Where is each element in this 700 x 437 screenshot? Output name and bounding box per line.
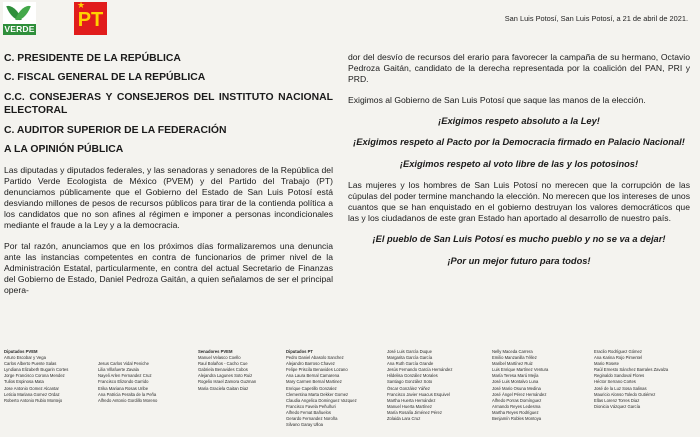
heading: C. PRESIDENTE DE LA REPÚBLICA bbox=[4, 53, 181, 64]
signature-name: Alejandra Lagunes Soto Ruiz bbox=[198, 373, 253, 379]
signature-name: Rogelio Israel Zamora Guzman bbox=[198, 379, 257, 385]
signature-column bbox=[492, 349, 548, 422]
signature-column bbox=[98, 349, 157, 404]
signature-name: Nelly Maceda Carrera bbox=[492, 349, 533, 354]
verde-logo-text: VERDE bbox=[4, 24, 35, 34]
signature-name: Roberto Antonio Rubio Montejo bbox=[4, 397, 63, 403]
signature-name: José Luis Montalvo Luna bbox=[492, 379, 539, 385]
signature-name: Alfredo Antonio Gordillo Moreno bbox=[98, 397, 158, 403]
signature-name: Francisco Javier Huacus Esquivel bbox=[387, 391, 450, 397]
signature-column bbox=[594, 349, 668, 410]
signature-name: Ana Ruth García Grande bbox=[387, 361, 434, 367]
heading: C. AUDITOR SUPERIOR DE LA FEDERACIÓN bbox=[4, 124, 227, 136]
signature-name: Clementina Marta Dekker Gomez bbox=[286, 391, 349, 397]
signature-name: Francisco Favela Peñuñuri bbox=[286, 403, 336, 409]
signature-name: María Rosalía Jiménez Pérez bbox=[387, 409, 442, 415]
signature-name: Maria Graciela Gaitan Diaz bbox=[198, 385, 249, 391]
signature-name: Luis Enrique Martínez Ventura bbox=[492, 367, 549, 373]
signature-name: Carlos Alberto Puente Salas bbox=[4, 361, 57, 367]
signature-name: Hildelisa González Morales bbox=[387, 373, 438, 379]
signature-name: Gabriela Benavides Cobos bbox=[198, 367, 248, 373]
left-column bbox=[4, 52, 333, 305]
heading: C.C. CONSEJERAS Y CONSEJEROS DEL INSTITUTO NACIONAL ELECTORAL bbox=[4, 91, 333, 117]
signature-name: Héctor Serrano Cortes bbox=[594, 379, 636, 385]
dateline: San Luis Potosí, San Luis Potosí, a 21 de abril de 2021. bbox=[504, 14, 688, 23]
signature-name: Claudia Angelica Dominguez Vazquez bbox=[286, 397, 357, 403]
signature-name: Lyndiana Elizabeth Bugarin Cortes bbox=[4, 367, 69, 373]
slogan: ¡Por un mejor futuro para todos! bbox=[447, 255, 591, 266]
paragraph: Las diputadas y diputados federales, y las senadoras y senadores de la República del Partido Verde Ecologista de México (PVEM) y del Partido del Trabajo (PT) denunciamos públicamente que el Gobierno del Estado de San Luis Potosí está desviando millones de pesos de recursos públicos para tirar de la contienda política a los candidatos que no son afines al régimen e imponer a personas incondicionales mediante el fraude a la Ley y a la democracia. bbox=[4, 165, 333, 230]
signature-name: Alfredo Femat Bañuelos bbox=[286, 409, 331, 415]
signature-name: Raúl Ernesto Sánchez Barrales Zavalza bbox=[594, 367, 669, 373]
signature-column bbox=[198, 349, 256, 392]
pvem-logo bbox=[3, 2, 36, 35]
signature-name: Silvano Garay Ulloa bbox=[286, 422, 324, 428]
right-column bbox=[348, 52, 690, 277]
slogan: ¡Exigimos respeto al Pacto por la Democracia firmado en Palacio Nacional! bbox=[353, 137, 685, 148]
pt-logo-text: PT bbox=[77, 9, 104, 31]
signature-name: Alfredo Porras Domínguez bbox=[492, 397, 542, 403]
paragraph: Las mujeres y los hombres de San Luis Potosí no merecen que la corrupción de las cúpulas del poder termine manchando la elección. No merecen que los intereses de unos cuantos que se han enquistado en el gobierno destruyan los valores democráticos que las y los ciudadanos de este gran Estado han aportado al desarrollo de nuestro país. bbox=[348, 180, 690, 224]
signature-column bbox=[286, 349, 357, 428]
signature-name: Francisco Elizondo Garrido bbox=[98, 379, 149, 385]
signature-heading: Diputados PVEM bbox=[4, 349, 38, 354]
signature-name: Alejandro Barroso Chavez bbox=[286, 361, 335, 367]
signature-name: Jesús Fernando García Hernández bbox=[387, 367, 453, 373]
signature-name: Enrique Capetillo Gonzalez bbox=[286, 385, 337, 391]
signature-block bbox=[0, 349, 700, 437]
paragraph: Por tal razón, anunciamos que en los próximos días formalizaremos una denuncia ante las instancias competentes en contra de funcionarios de primer nivel de la Administración Estatal, particularmente, en contra del actual Secretario de Finanzas del Gobierno de Estado, Daniel Pedroza Gaitán, a quien señalamos de ser el principal opera- bbox=[4, 240, 333, 295]
signature-name: Mauricio Alonso Toledo Gutiérrez bbox=[594, 391, 656, 397]
signature-name: Felipe Priscila Benavides Lozano bbox=[286, 367, 348, 373]
signature-name: Leticia Mariana Gomez Ordaz bbox=[4, 391, 60, 397]
signature-name: Armando Reyes Ledesma bbox=[492, 403, 541, 409]
signature-name: Martha Huerta Hernández bbox=[387, 397, 436, 403]
signature-name: Ana Patricia Peralta de la Peña bbox=[98, 391, 157, 397]
signature-name: Margarita García García bbox=[387, 355, 433, 361]
leaf-icon bbox=[15, 3, 31, 23]
signature-name: Maribel Martínez Ruiz bbox=[492, 361, 533, 367]
signature-name: José Luis García Duque bbox=[387, 349, 432, 354]
star-icon: ★ bbox=[77, 0, 86, 10]
signature-name: Erika Mariana Rosas Uribe bbox=[98, 385, 149, 391]
signature-name: Gerardo Fernandez Noroña bbox=[286, 416, 338, 422]
heading: C. FISCAL GENERAL DE LA REPÚBLICA bbox=[4, 72, 206, 84]
signature-name: María Teresa Marú Mejía bbox=[492, 373, 539, 379]
signature-column bbox=[4, 349, 68, 404]
signature-name: José de la Luz Sosa Salinas bbox=[594, 385, 647, 391]
signature-name: Jose Antonio Gomez Alcantar bbox=[4, 385, 59, 391]
signature-name: Ana Laura Bernal Camarena bbox=[286, 373, 340, 379]
signature-name: Dionicia Vázquez García bbox=[594, 403, 641, 409]
pt-logo bbox=[74, 2, 107, 35]
signature-name: Tulios Espinosa Mata bbox=[4, 379, 44, 385]
slogan: ¡El pueblo de San Luis Potosí es mucho pueblo y no se va a dejar! bbox=[372, 234, 666, 245]
signature-name: Benjamín Robles Montoya bbox=[492, 416, 542, 422]
signature-name: Manuel Huerta Martínez bbox=[387, 403, 432, 409]
slogan: ¡Exigimos respeto al voto libre de las y los potosinos! bbox=[399, 158, 639, 169]
signature-name: Jesus Carlos Vidal Peniche bbox=[98, 361, 149, 367]
signature-name: Zolaida Lara Cruz bbox=[387, 416, 421, 422]
signature-name: José Ángel Pérez Hernández bbox=[492, 391, 547, 397]
signature-name: Manuel Velasco Coello bbox=[198, 355, 241, 361]
signature-name: Reginaldo Sandoval Flores bbox=[594, 373, 645, 379]
signature-heading: Senadores PVEM bbox=[198, 349, 233, 354]
signature-heading: Diputados PT bbox=[286, 349, 313, 354]
signature-column bbox=[387, 349, 452, 422]
signature-name: Ana Karina Rojo Pimentel bbox=[594, 355, 642, 361]
signature-name: Eraclio Rodríguez Gómez bbox=[594, 349, 642, 354]
paragraph: Exigimos al Gobierno de San Luis Potosí que saque las manos de la elección. bbox=[348, 94, 646, 105]
signature-name: Emilio Manzanilla Téllez bbox=[492, 355, 537, 361]
paragraph: dor del desvío de recursos del erario para favorecer la campaña de su hermano, Octavio Pedroza Gaitán, candidato de la derecha representada por la coalición del PAN, PRI y PRD. bbox=[348, 52, 690, 84]
signature-name: Pedro Daniel Abasolo Sanchez bbox=[286, 355, 344, 361]
signature-name: Óscar González Yáñez bbox=[387, 385, 430, 391]
signature-name: Martha Reyes Rodríguez bbox=[492, 409, 539, 415]
heading: A LA OPINIÓN PÚBLICA bbox=[4, 144, 124, 156]
signature-name: Nayeli Arlen Fernandez Cruz bbox=[98, 373, 152, 379]
signature-name: Ellas Lorenz Torres Diaz bbox=[594, 397, 640, 403]
signature-name: José Mario Osuna Medina bbox=[492, 385, 541, 391]
signature-name: Jorge Francisco Corona Mendez bbox=[4, 373, 65, 379]
signature-name: Mary Carmen Bernal Martinez bbox=[286, 379, 342, 385]
signature-name: Santiago González Soto bbox=[387, 379, 433, 385]
slogan: ¡Exigimos respeto absoluto a la Ley! bbox=[438, 115, 600, 126]
signature-name: Mario Rosete bbox=[594, 361, 619, 367]
signature-name: Raul Bolaños - Cacho Cue bbox=[198, 361, 248, 367]
signature-name: Arturo Escobar y Vega bbox=[4, 355, 46, 361]
signature-name: Lilia Villafuerte Zavala bbox=[98, 367, 139, 373]
